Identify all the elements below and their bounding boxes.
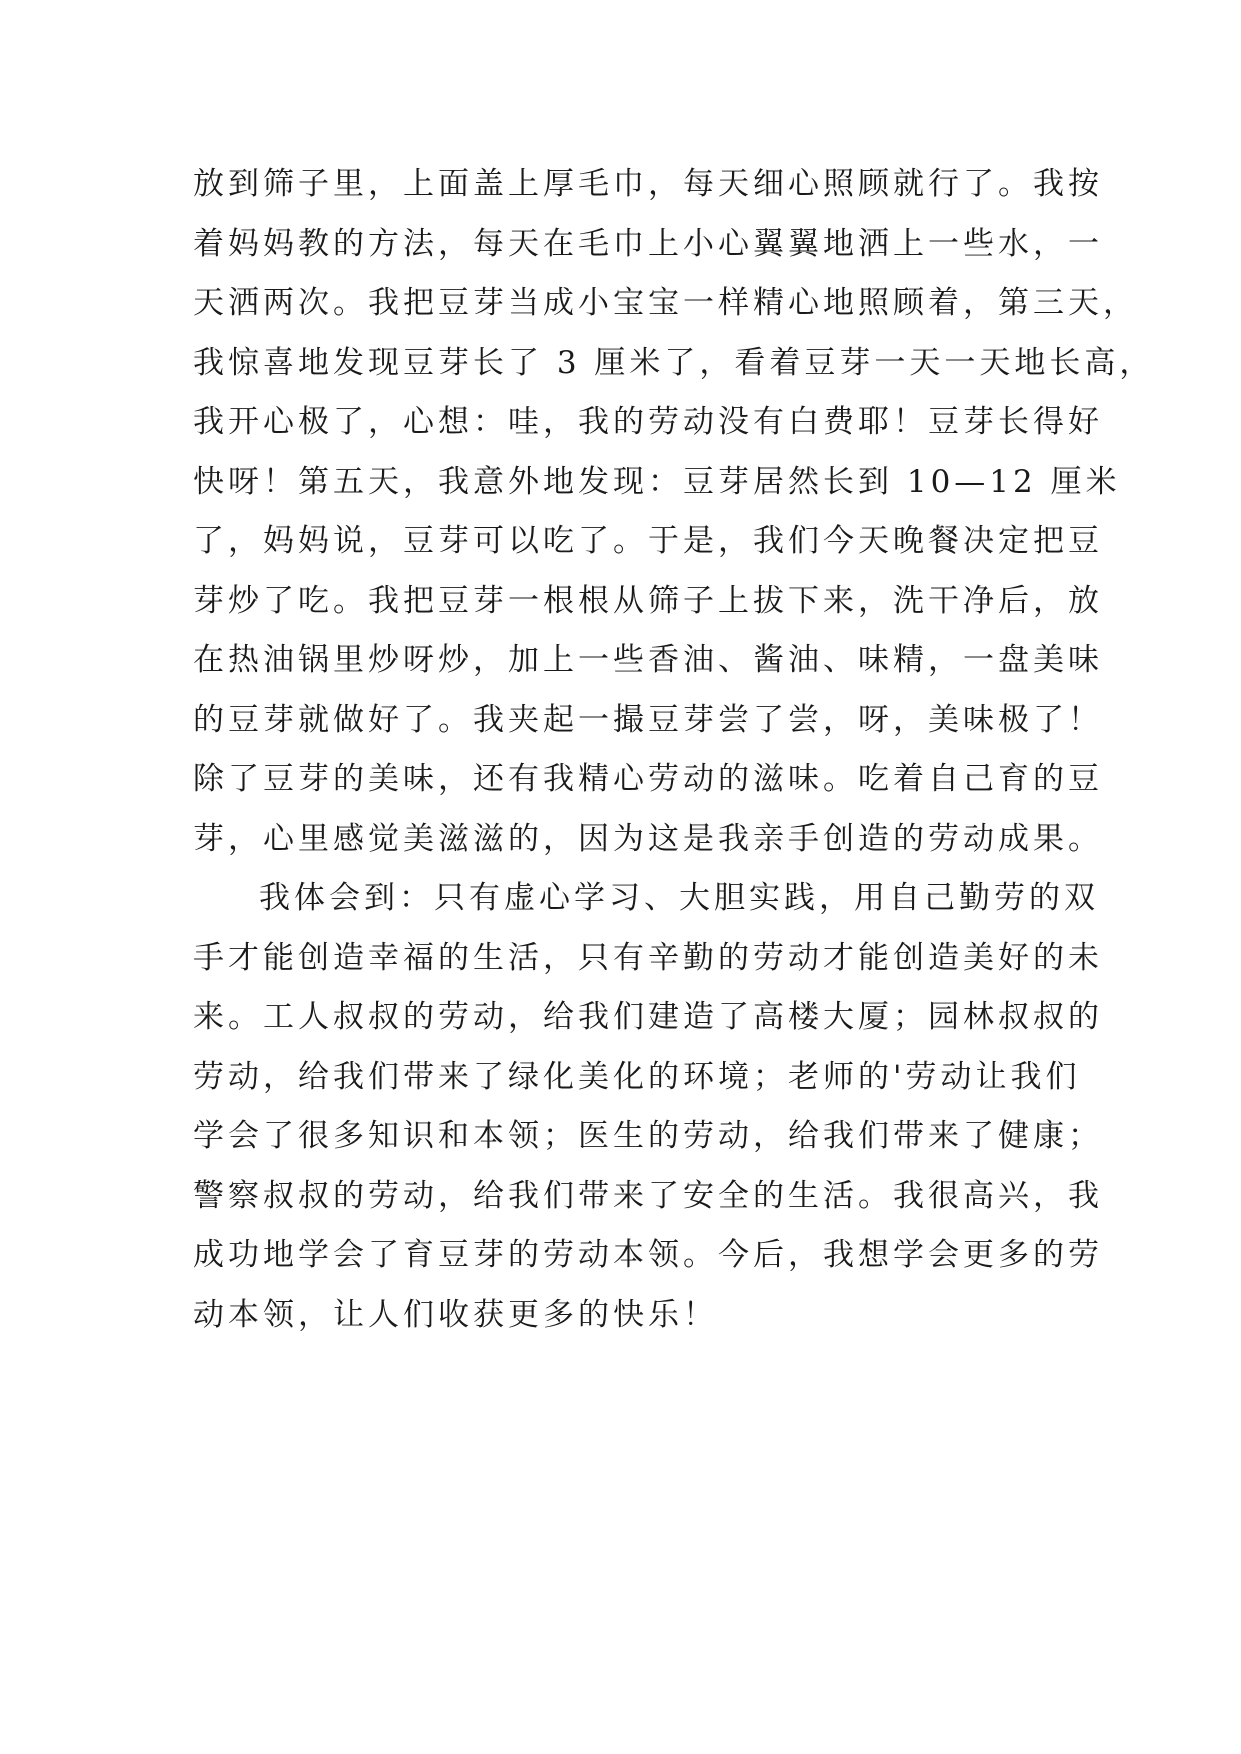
text-line: 成功地学会了育豆芽的劳动本领。今后，我想学会更多的劳 — [193, 1237, 1103, 1273]
text-line: 我开心极了，心想：哇，我的劳动没有白费耶！豆芽长得好 — [193, 404, 1103, 440]
paragraph-start-line: 我体会到：只有虚心学习、大胆实践，用自己勤劳的双 — [259, 880, 1099, 916]
text-line: 来。工人叔叔的劳动，给我们建造了高楼大厦；园林叔叔的 — [193, 999, 1103, 1035]
text-line: 着妈妈教的方法，每天在毛巾上小心翼翼地洒上一些水，一 — [193, 225, 1103, 262]
text-line: 在热油锅里炒呀炒，加上一些香油、酱油、味精，一盘美味 — [193, 642, 1103, 678]
text-line: 快呀！第五天，我意外地发现：豆芽居然长到 10—12 厘米 — [193, 463, 1121, 500]
text-line: 学会了很多知识和本领；医生的劳动，给我们带来了健康； — [193, 1118, 1103, 1154]
text-line: 了，妈妈说，豆芽可以吃了。于是，我们今天晚餐决定把豆 — [193, 523, 1103, 559]
text-line: 警察叔叔的劳动，给我们带来了安全的生活。我很高兴，我 — [193, 1177, 1103, 1214]
text-line: 手才能创造幸福的生活，只有辛勤的劳动才能创造美好的未 — [193, 939, 1103, 976]
text-line: 除了豆芽的美味，还有我精心劳动的滋味。吃着自己育的豆 — [193, 761, 1103, 797]
text-line: 芽，心里感觉美滋滋的，因为这是我亲手创造的劳动成果。 — [193, 820, 1103, 857]
text-line: 放到筛子里，上面盖上厚毛巾，每天细心照顾就行了。我按 — [193, 166, 1103, 202]
body-text — [193, 155, 1155, 1345]
text-line: 劳动，给我们带来了绿化美化的环境；老师的'劳动让我们 — [193, 1058, 1081, 1095]
text-line: 天洒两次。我把豆芽当成小宝宝一样精心地照顾着，第三天， — [193, 285, 1138, 321]
text-line: 芽炒了吃。我把豆芽一根根从筛子上拔下来，洗干净后，放 — [193, 582, 1103, 619]
text-line: 的豆芽就做好了。我夹起一撮豆芽尝了尝，呀，美味极了！ — [193, 701, 1103, 738]
text-line: 动本领，让人们收获更多的快乐！ — [193, 1296, 718, 1333]
text-line: 我惊喜地发现豆芽长了 3 厘米了，看着豆芽一天一天地长高， — [193, 344, 1155, 381]
